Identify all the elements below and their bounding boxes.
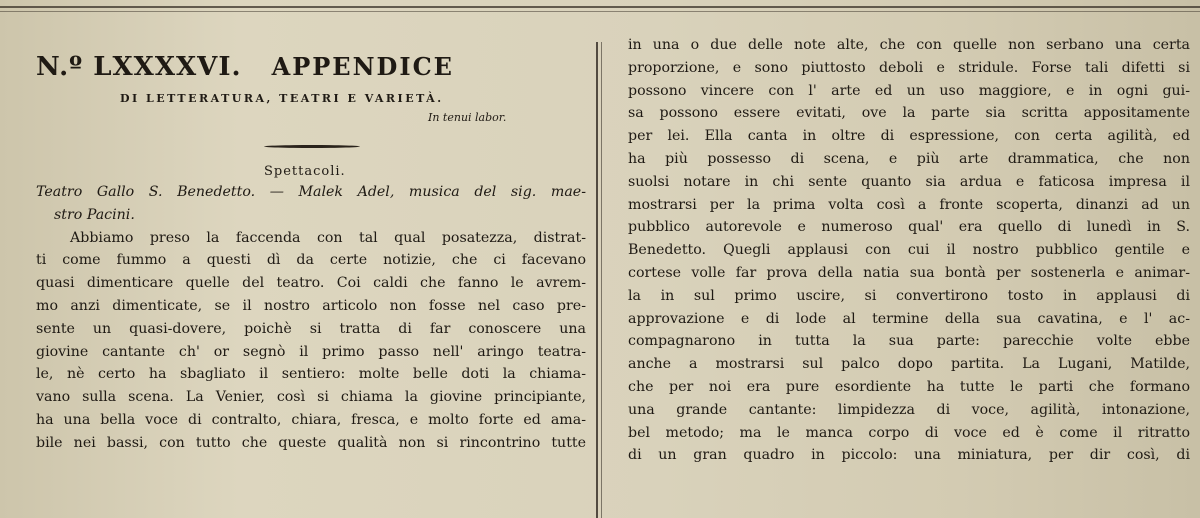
text-line: bile nei bassi, con tutto che queste qualità non si rincontrino tutte bbox=[36, 434, 586, 451]
text-line: per lei. Ella canta in oltre di espressione, con certa agilità, ed bbox=[628, 128, 1190, 145]
text-line: pubblico autorevole e numeroso qual' era quello di lunedì in S. bbox=[628, 219, 1190, 236]
text-line: cortese volle far prova della natia sua bontà per sostenerla e animar- bbox=[628, 264, 1190, 281]
text-line: ha più possesso di scena, e più arte drammatica, che non bbox=[628, 150, 1190, 167]
text-line: bel metodo; ma le manca corpo di voce ed è come il ritratto bbox=[628, 424, 1190, 441]
text-line: stro Pacini. bbox=[54, 206, 135, 223]
text-line: compagnarono in tutta la sua parte: parecchie volte ebbe bbox=[628, 333, 1190, 350]
text-line: sa possono essere evitati, ove la parte sia scritta appositamente bbox=[628, 105, 1190, 122]
motto: In tenui labor. bbox=[428, 111, 507, 124]
column-divider-thin bbox=[601, 42, 602, 518]
top-rule bbox=[0, 6, 1200, 8]
top-rule-thin bbox=[0, 11, 1200, 12]
issue-number: N.º LXXXXVI. bbox=[36, 52, 242, 82]
text-line: giovine cantante ch' or segnò il primo passo nell' aringo teatra- bbox=[36, 343, 586, 360]
text-line: ha una bella voce di contralto, chiara, fresca, e molto forte ed ama- bbox=[36, 411, 586, 428]
masthead bbox=[36, 52, 586, 82]
right-column bbox=[628, 34, 1190, 467]
text-line: in una o due delle note alte, che con quelle non serbano una certa bbox=[628, 37, 1190, 53]
page-title: APPENDICE bbox=[271, 52, 454, 81]
ornament-rule bbox=[264, 142, 360, 150]
text-line: proporzione, e sono piuttosto deboli e stridule. Forse tali difetti si bbox=[628, 59, 1190, 76]
text-line: suolsi notare in chi sente quanto sia ardua e faticosa impresa il bbox=[628, 173, 1190, 190]
text-line: vano sulla scena. La Venier, così si chiama la giovine principiante, bbox=[36, 389, 586, 406]
right-article-text bbox=[628, 34, 1190, 467]
text-line: le, nè certo ha sbagliato il sentiero: molte belle doti la chiama- bbox=[36, 366, 586, 383]
text-line: possono vincere con l' arte ed un uso maggiore, e in ogni gui- bbox=[628, 82, 1190, 99]
text-line: Abbiamo preso la faccenda con tal qual posatezza, distrat- bbox=[70, 229, 586, 246]
text-line: mo anzi dimenticate, se il nostro articolo non fosse nel caso pre- bbox=[36, 297, 586, 314]
text-line: quasi dimenticare quelle del teatro. Coi caldi che fanno le avrem- bbox=[36, 275, 586, 292]
text-line: mostrarsi per la prima volta così a fronte scoperta, dinanzi ad un bbox=[628, 196, 1190, 213]
column-divider bbox=[596, 42, 598, 518]
text-line: la in sul primo uscire, si convertirono tosto in applausi di bbox=[628, 287, 1190, 304]
text-line: Benedetto. Quegli applausi con cui il nostro pubblico gentile e bbox=[628, 242, 1190, 259]
masthead-subtitle: DI LETTERATURA, TEATRI E VARIETÀ. bbox=[120, 92, 444, 105]
left-column bbox=[36, 52, 586, 455]
text-line: approvazione e di lode al termine della sua cavatina, e l' ac- bbox=[628, 310, 1190, 327]
text-line: di un gran quadro in piccolo: una miniatura, per dir così, di bbox=[628, 447, 1190, 464]
text-line: anche a mostrarsi sul palco dopo partita. La Lugani, Matilde, bbox=[628, 356, 1190, 373]
left-article-text bbox=[36, 181, 586, 455]
text-line: sente un quasi-dovere, poichè si tratta di far conoscere una bbox=[36, 320, 586, 337]
text-line: Teatro Gallo S. Benedetto. — Malek Adel, musica del sig. mae- bbox=[36, 184, 586, 200]
text-line: che per noi era pure esordiente ha tutte le parti che formano bbox=[628, 378, 1190, 395]
section-heading: Spettacoli. bbox=[264, 164, 346, 179]
text-line: una grande cantante: limpidezza di voce, agilità, intonazione, bbox=[628, 401, 1190, 418]
text-line: ti come fummo a questi dì da certe notizie, che ci facevano bbox=[36, 252, 586, 269]
